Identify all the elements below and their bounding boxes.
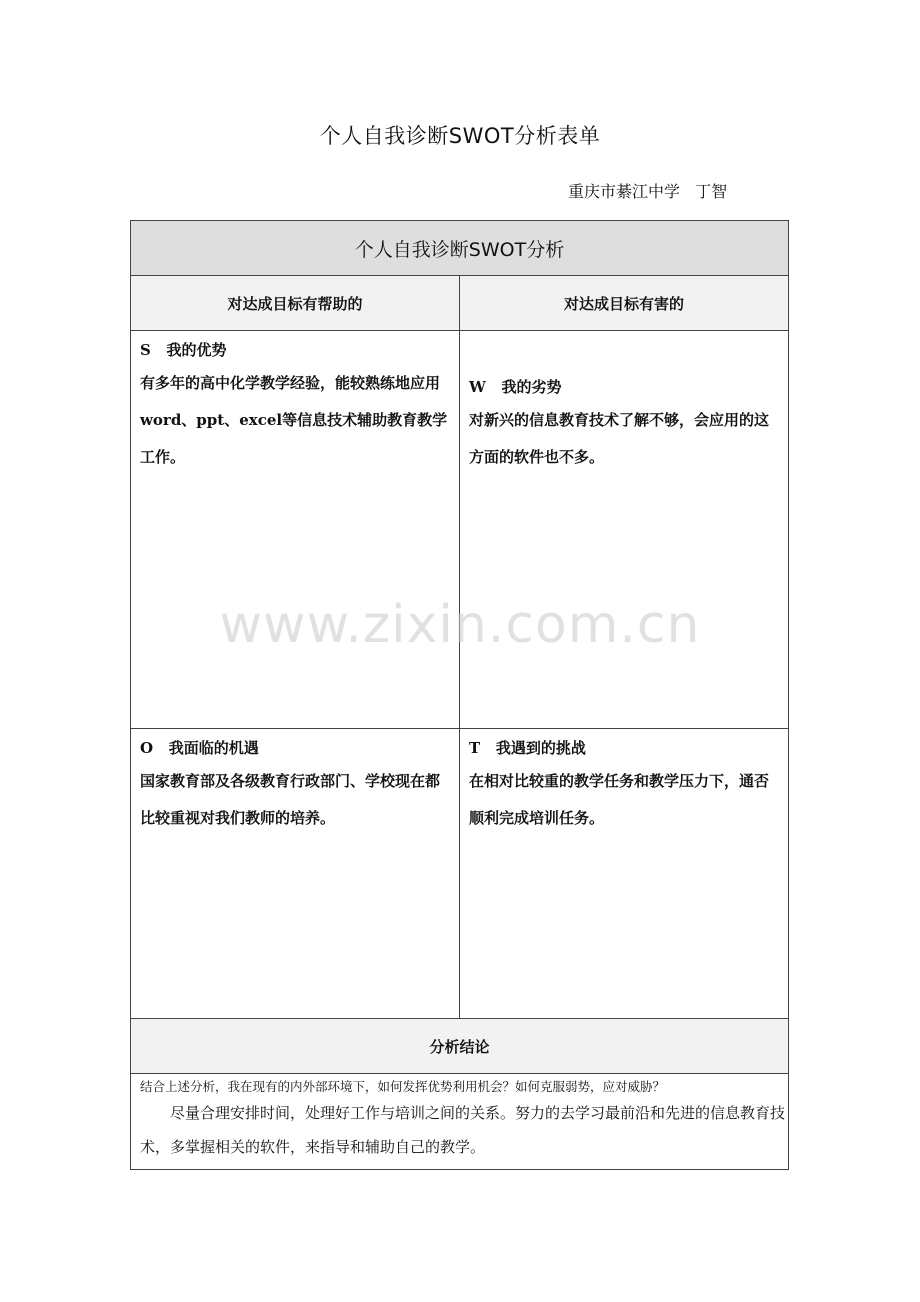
document-title: 个人自我诊断SWOT分析表单 [319,124,601,148]
watermark: www.zixin.com.cn [219,595,701,655]
conclusion-question: 结合上述分析，我在现有的内外部环境下，如何发挥优势利用机会？如何克服弱势，应对威胁？ [140,1079,666,1094]
threats-cell [460,729,788,1018]
column-headers [131,276,788,331]
helpful-column-header: 对达成目标有帮助的 [131,276,460,330]
opportunities-cell [131,729,460,1018]
weaknesses-heading: W 我的劣势 [469,378,562,396]
weaknesses-cell [460,331,788,728]
author-line: 重庆市綦江中学 丁智 [568,182,728,201]
swot-table [130,220,789,1170]
opportunities-text: 国家教育部及各级教育行政部门、学校现在都比较重视对我们教师的培养。 [140,772,441,827]
conclusion-answer: 尽量合理安排时间，处理好工作与培训之间的关系。努力的去学习最前沿和先进的信息教育技术，多掌握相关的软件，来指导和辅助自己的教学。 [140,1104,786,1156]
weaknesses-text: 对新兴的信息教育技术了解不够，会应用的这方面的软件也不多。 [469,411,770,466]
threats-text: 在相对比较重的教学任务和教学压力下，通否顺利完成培训任务。 [469,772,770,827]
table-header: 个人自我诊断SWOT分析 [131,221,788,276]
conclusion-cell [131,1074,788,1169]
threats-heading: T 我遇到的挑战 [469,739,586,757]
conclusion-header: 分析结论 [131,1019,788,1074]
strengths-text: 有多年的高中化学教学经验，能较熟练地应用word、ppt、excel等信息技术辅助教育教学工作。 [140,374,448,466]
harmful-column-header: 对达成目标有害的 [563,294,684,313]
internal-factors-row [131,331,788,729]
strengths-heading: S 我的优势 [140,341,227,359]
external-factors-row [131,729,788,1019]
strengths-cell [131,331,460,728]
opportunities-heading: O 我面临的机遇 [140,739,259,757]
